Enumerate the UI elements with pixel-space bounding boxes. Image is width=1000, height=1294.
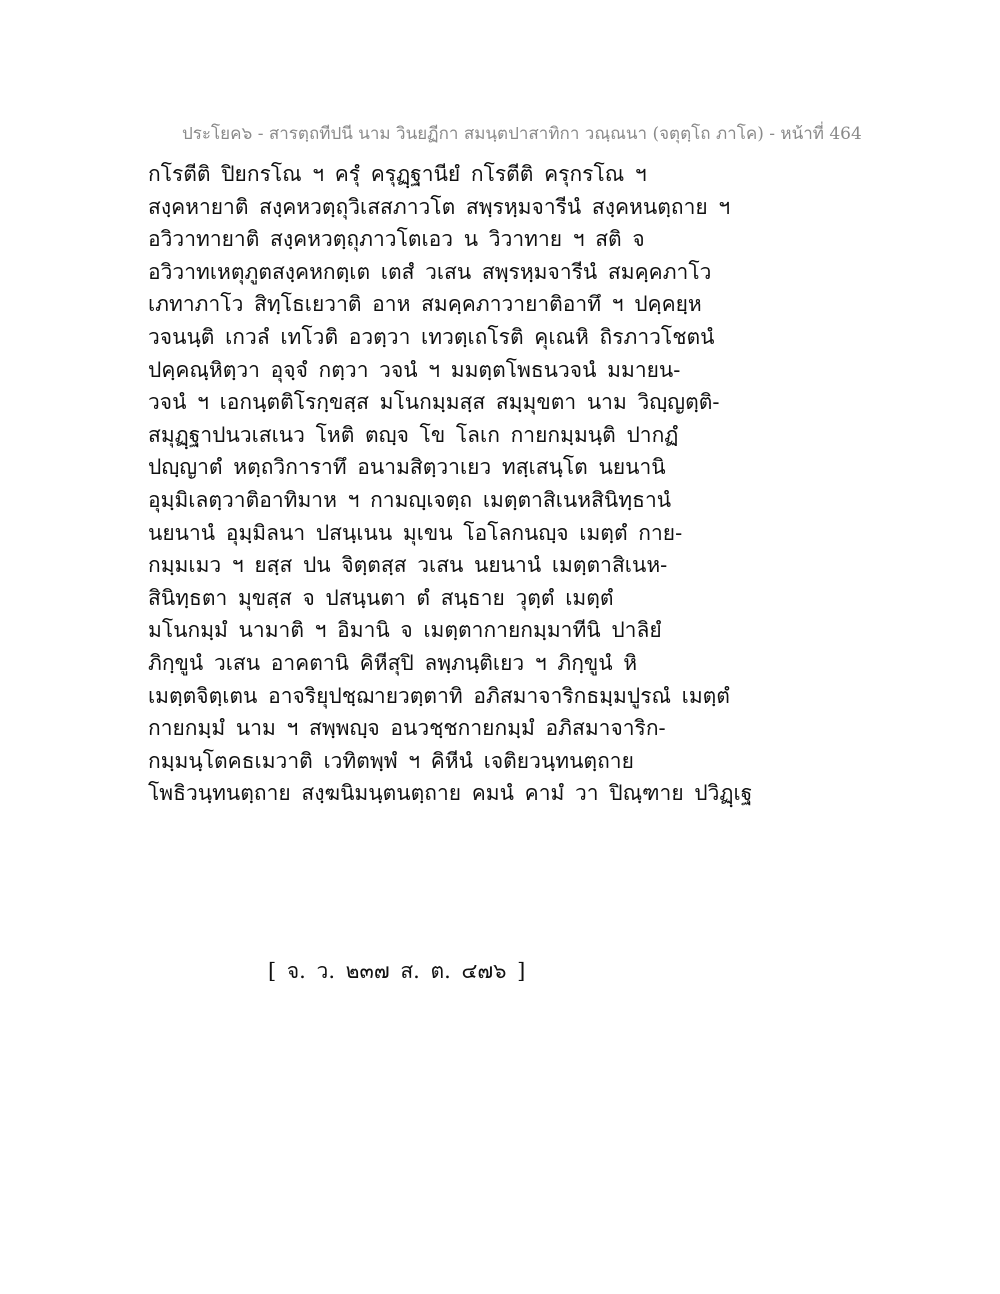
text-line: สงฺคหายาติ สงฺคหวตฺถุวิเสสภาวโต สพฺรหฺมจารีนํ สงฺคหนตฺถาย ฯ bbox=[148, 194, 731, 219]
text-line: มโนกมฺมํ นามาติ ฯ อิมานิ จ เมตฺตากายกมฺมาทีนิ ปาลิยํ bbox=[148, 618, 662, 643]
text-line: ภิกฺขูนํ วเสน อาคตานิ คิหีสุปิ ลพฺภนฺติเยว ฯ ภิกฺขูนํ หิ bbox=[148, 650, 638, 675]
text-line: นยนานํ อุมฺมิลนา ปสนฺเนน มุเขน โอโลกนญฺจ เมตฺตํ กาย- bbox=[148, 520, 683, 545]
text-line: กมฺมเมว ฯ ยสฺส ปน จิตฺตสฺส วเสน นยนานํ เมตฺตาสิเนห- bbox=[148, 553, 668, 578]
text-line: อุมฺมิเลตฺวาติอาทิมาห ฯ กามญฺเจตฺถ เมตฺตาสิเนหสินิทฺธานํ bbox=[148, 487, 672, 512]
footnote-reference: [ จ. ว. ๒๓๗ ส. ต. ๔๗๖ ] bbox=[268, 959, 526, 983]
text-line: ปญฺญาตํ หตฺถวิการาทึ อนามสิตฺวาเยว ทสฺเสนฺโต นยนานิ bbox=[148, 455, 666, 480]
text-line: กมฺมนฺโตคธเมวาติ เวทิตพฺพํ ฯ คิหีนํ เจติยวนฺทนตฺถาย bbox=[148, 748, 634, 773]
text-line: สมุฏฺฐาปนวเสเนว โหติ ตญฺจ โข โลเก กายกมฺมนฺติ ปากฏํ bbox=[148, 422, 679, 447]
text-line: อวิวาทเหตุภูตสงฺคหกตฺเต เตสํ วเสน สพฺรหฺมจารีนํ สมคฺคภาโว bbox=[148, 259, 712, 284]
text-line: ปคฺคณฺหิตฺวา อุจฺจํ กตฺวา วจนํ ฯ มมตฺตโพธนวจนํ มมายน- bbox=[148, 357, 681, 382]
body-text bbox=[148, 158, 868, 810]
text-line: โพธิวนฺทนตฺถาย สงฺฆนิมนฺตนตฺถาย คมนํ คามํ วา ปิณฺฑาย ปวิฏฺเฐ bbox=[148, 781, 753, 806]
text-line: เภทาภาโว สิทฺโธเยวาติ อาห สมคฺคภาวายาติอาทึ ฯ ปคฺคยฺห bbox=[148, 292, 702, 317]
text-line: สินิทฺธตา มุขสฺส จ ปสนฺนตา ตํ สนฺธาย วุตฺตํ เมตฺตํ bbox=[148, 585, 614, 610]
text-line: วจนนฺติ เกวลํ เทโวติ อวตฺวา เทวตฺเถโรติ คุเณหิ ถิรภาวโชตนํ bbox=[148, 324, 715, 349]
running-header: ประโยค๖ - สารตฺถทีปนี นาม วินยฏีกา สมนฺตปาสาทิกา วณฺณนา (จตุตฺโถ ภาโค) - หน้าที่ 464 bbox=[182, 124, 862, 144]
text-line: วจนํ ฯ เอกนฺตติโรกฺขสฺส มโนกมฺมสฺส สมฺมุขตา นาม วิญฺญตฺติ- bbox=[148, 390, 720, 415]
text-line: กโรตีติ ปิยกรโณ ฯ ครุํ ครุฏฺฐานียํ กโรตีติ ครุกรโณ ฯ bbox=[148, 162, 647, 186]
text-line: อวิวาทายาติ สงฺคหวตฺถุภาวโตเอว น วิวาทาย ฯ สติ จ bbox=[148, 227, 645, 252]
text-line: เมตฺตจิตฺเตน อาจริยุปชฺฌายวตฺตาทิ อภิสมาจาริกธมฺมปูรณํ เมตฺตํ bbox=[148, 683, 730, 708]
text-line: กายกมฺมํ นาม ฯ สพฺพญฺจ อนวชฺชกายกมฺมํ อภิสมาจาริก- bbox=[148, 716, 666, 741]
